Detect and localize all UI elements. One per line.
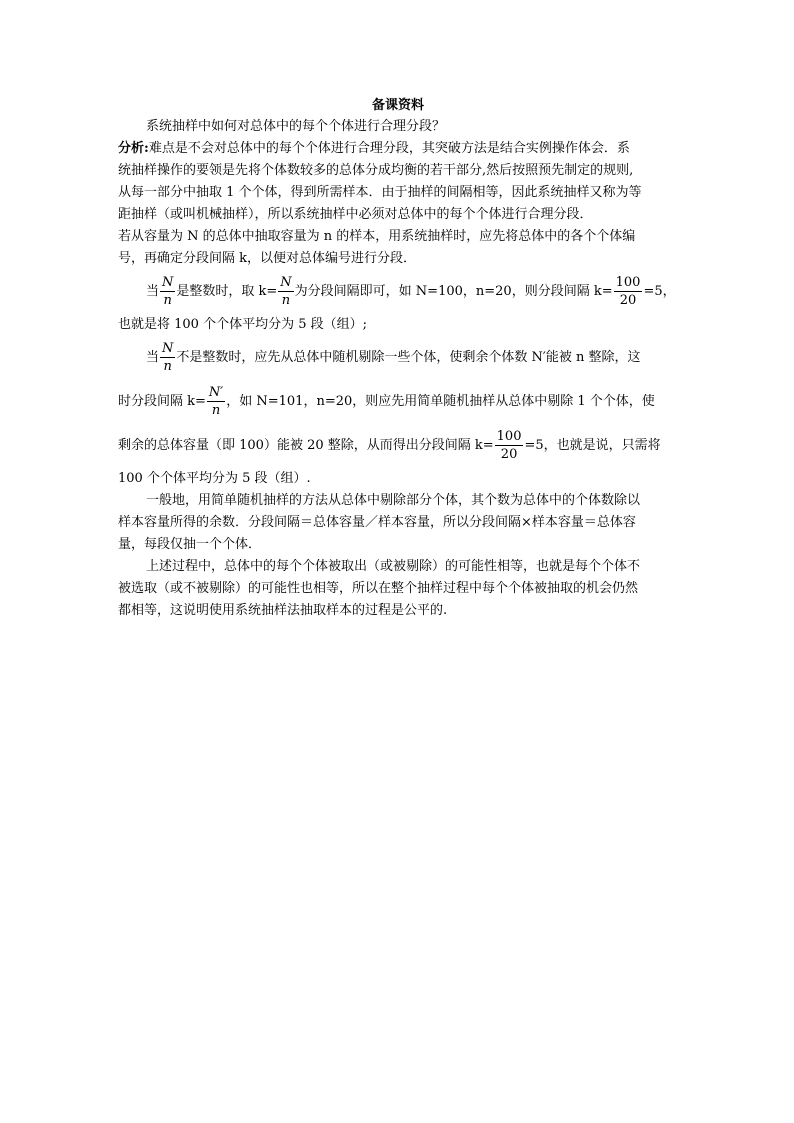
fraction-denominator: n xyxy=(281,293,291,308)
document-body xyxy=(118,96,678,622)
case1-text-1: 当 xyxy=(146,284,160,299)
case2-line-1 xyxy=(118,336,678,380)
fraction-n-over-n xyxy=(160,342,175,373)
case1-line-2: 也就是将 100 个个体平均分为 5 段（组）; xyxy=(118,317,367,332)
fraction-numerator: N xyxy=(162,275,174,290)
case1-line-1 xyxy=(118,270,678,314)
para2-line-2: 号，再确定分段间隔 k，以便对总体编号进行分段． xyxy=(118,251,417,266)
fraction-numerator: 100 xyxy=(615,275,641,290)
fraction-k-formula xyxy=(278,276,293,307)
analysis-line-1 xyxy=(118,138,678,160)
fraction-denominator: 20 xyxy=(619,293,637,308)
para5-line-2: 被选取（或不被剔除）的可能性也相等，所以在整个抽样过程中每个个体被抽取的机会仍然 xyxy=(118,581,639,596)
case2-text-6: =5，也就是说，只需将 xyxy=(524,438,661,453)
case1-text-4: =5， xyxy=(643,284,676,299)
analysis-line-3: 从每一部分中抽取 1 个个体，得到所需样本．由于抽样的间隔相等，因此系统抽样又称为等 xyxy=(118,185,642,200)
para4-line-2: 样本容量所得的余数．分段间隔＝总体容量／样本容量，所以分段间隔×样本容量＝总体容 xyxy=(118,515,636,530)
case2-line-4: 100 个个体平均分为 5 段（组）. xyxy=(118,471,311,486)
fraction-denominator: n xyxy=(211,403,221,418)
para5-line-3: 都相等，这说明使用系统抽样法抽取样本的过程是公平的. xyxy=(118,603,448,618)
case2-text-2: 不是整数时，应先从总体中随机剔除一些个体，使剩余个体数 N′能被 n 整除，这 xyxy=(176,350,641,365)
case2-line-2 xyxy=(118,380,678,424)
fraction-denominator: n xyxy=(163,293,172,308)
para5-line-1: 上述过程中，总体中的每个个体被取出（或被剔除）的可能性相等，也就是每个个体不 xyxy=(146,559,641,574)
fraction-denominator: 20 xyxy=(500,447,518,462)
analysis-text-1: 难点是不会对总体中的每个个体进行合理分段，其突破方法是结合实例操作体会．系 xyxy=(148,141,630,156)
fraction-denominator: n xyxy=(163,359,172,374)
para2-line-1: 若从容量为 N 的总体中抽取容量为 n 的样本，用系统抽样时，应先将总体中的各个个体编 xyxy=(118,229,636,244)
fraction-numerator: N xyxy=(280,275,292,290)
fraction-numerator: N xyxy=(162,341,174,356)
case1-text-3: 为分段间隔即可，如 N=100，n=20，则分段间隔 k= xyxy=(294,284,613,299)
question-line: 系统抽样中如何对总体中的每个个体进行合理分段？ xyxy=(146,119,446,134)
case2-text-5: 剩余的总体容量（即 100）能被 20 整除，从而得出分段间隔 k= xyxy=(118,438,494,453)
analysis-line-4: 距抽样（或叫机械抽样），所以系统抽样中必须对总体中的每个个体进行合理分段． xyxy=(118,207,593,222)
case2-text-3: 时分段间隔 k= xyxy=(118,394,206,409)
document-title: 备课资料 xyxy=(371,98,424,113)
fraction-nprime-over-n xyxy=(207,386,225,417)
analysis-line-2: 统抽样操作的要领是先将个体数较多的总体分成均衡的若干部分,然后按照预先制定的规则, xyxy=(118,163,634,178)
para4-line-3: 量，每段仅抽一个个体． xyxy=(118,537,262,552)
fraction-numerator: 100 xyxy=(496,429,522,444)
para4-line-1: 一般地，用简单随机抽样的方法从总体中剔除部分个体，其个数为总体中的个体数除以 xyxy=(146,493,641,508)
fraction-100-over-20 xyxy=(614,276,643,307)
case2-line-3 xyxy=(118,424,678,468)
fraction-n-over-n xyxy=(160,276,175,307)
fraction-numerator: N′ xyxy=(208,385,224,400)
analysis-label: 分析: xyxy=(118,141,149,156)
case2-text-1: 当 xyxy=(146,350,160,365)
case2-text-4: ，如 N=101，n=20，则应先用简单随机抽样从总体中剔除 1 个个体，使 xyxy=(226,394,655,409)
fraction-100-over-20 xyxy=(495,430,524,461)
case1-text-2: 是整数时，取 k= xyxy=(176,284,278,299)
